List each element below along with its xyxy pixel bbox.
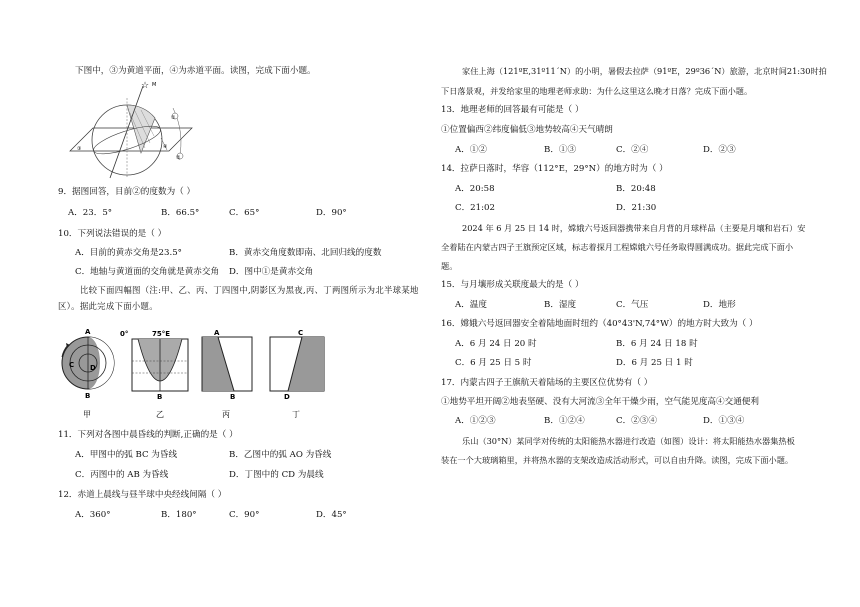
figure-bing [202, 329, 252, 419]
q14-option-a[interactable]: A．20:58 [455, 184, 495, 194]
q11-option-a[interactable]: A．甲图中的弧 BC 为昏线 [75, 450, 178, 460]
q15-option-c[interactable]: C．气压 [616, 300, 649, 310]
intro-text-5b: 装在一个大玻璃箱里，并将热水器的支架改造成活动形式，可以自由升降。读图，完成下面小题。 [441, 455, 794, 465]
q17-option-d[interactable]: D．①③④ [703, 416, 745, 426]
intro-text-3b: 下日落景观，并发给家里的地理老师求助：为什么这里这么晚才日落？完成下面小题。 [441, 86, 753, 96]
intro-text-4a: 2024 年 6 月 25 日 14 时，嫦娥六号返回器携带来自月背的月球样品（主要是月壤和岩石）安 [462, 223, 806, 233]
ding-caption: 丁 [292, 410, 300, 419]
ding-label-C: C [298, 329, 304, 337]
jia-label-D: D [90, 364, 96, 372]
intro-text-1: 下图中，③为黄道平面，④为赤道平面。读图，完成下面小题。 [75, 66, 316, 76]
q9-option-b[interactable]: B．66.5° [161, 208, 200, 218]
q17-option-a[interactable]: A．①②③ [455, 416, 496, 426]
day-night-figures [56, 323, 336, 423]
q17-list: ①地势平坦开阔②地表坚硬、没有大河流③全年干燥少雨，空气能见度高④交通便利 [441, 397, 759, 407]
q15-option-d[interactable]: D．地形 [703, 300, 736, 310]
figure-yi [120, 330, 188, 419]
ding-label-D: D [284, 393, 290, 401]
label-4: ④ [163, 144, 168, 150]
q13-option-a[interactable]: A．①② [455, 145, 487, 155]
q11-option-c[interactable]: C．丙图中的 AB 为昏线 [75, 470, 169, 480]
label-1: ① [171, 115, 176, 121]
celestial-sphere-figure [55, 78, 205, 183]
intro-text-4b: 全着陆在内蒙古四子王旗预定区域，标志着探月工程嫦娥六号任务取得圆满成功。据此完成下面小 [441, 242, 794, 252]
star-glyph: ☆ [141, 81, 150, 91]
q10-option-a[interactable]: A．目前的黄赤交角是23.5° [75, 248, 182, 258]
jia-label-A: A [85, 328, 91, 336]
intro-text-4c: 题。 [441, 261, 458, 271]
q13-list: ①位置偏西②纬度偏低③地势较高④天气晴朗 [441, 125, 613, 135]
q10-stem: 10．下列说法错误的是（ ） [58, 229, 167, 239]
q10-option-d[interactable]: D．图中①是黄赤交角 [229, 267, 314, 277]
q14-option-c[interactable]: C．21:02 [455, 203, 495, 213]
bing-label-A: A [214, 329, 220, 337]
q12-option-b[interactable]: B．180° [161, 510, 197, 520]
q14-option-d[interactable]: D．21:30 [616, 203, 657, 213]
q9-stem: 9．据图回答，目前②的度数为（ ） [58, 187, 196, 197]
figure-ding [270, 329, 324, 419]
yi-label-75E: 75°E [152, 330, 171, 338]
yi-caption: 乙 [156, 410, 164, 419]
yi-label-0: 0° [120, 330, 129, 338]
intro-text-2: 比较下面四幅图（注:甲、乙、丙、丁四图中,阴影区为黑夜,丙、丁两图所示为北半球某地区）。据此完成下面小题。 [58, 285, 419, 311]
q9-option-c[interactable]: C．65° [229, 208, 260, 218]
q9-option-a[interactable]: A．23．5° [68, 208, 113, 218]
yi-label-B: B [157, 393, 163, 401]
q16-option-a[interactable]: A．6 月 24 日 20 时 [455, 339, 537, 349]
q15-stem: 15．与月壤形成关联度最大的是（ ） [441, 280, 584, 290]
q10-option-c[interactable]: C．地轴与黄道面的交角就是黄赤交角 [75, 267, 220, 277]
q16-stem: 16．嫦娥六号返回器安全着陆地面时纽约（40°43'N,74°W）的地方时大致为（ ） [441, 319, 758, 329]
q9-option-d[interactable]: D．90° [316, 208, 347, 218]
label-M: M [152, 82, 157, 88]
q15-option-a[interactable]: A．温度 [455, 300, 487, 310]
label-3: ③ [77, 146, 82, 152]
q17-stem: 17．内蒙古四子王旗航天着陆场的主要区位优势有（ ） [441, 378, 653, 388]
jia-label-C: C [69, 361, 75, 369]
q16-option-d[interactable]: D．6 月 25 日 1 时 [616, 358, 693, 368]
q17-option-c[interactable]: C．②③④ [616, 416, 657, 426]
q17-option-b[interactable]: B．①②④ [544, 416, 585, 426]
label-2: ② [176, 155, 181, 161]
q12-stem: 12．赤道上晨线与昼半球中央经线间隔（ ） [58, 490, 227, 500]
q11-option-b[interactable]: B．乙图中的弧 AO 为昏线 [229, 450, 332, 460]
bing-label-B: B [230, 393, 236, 401]
bing-caption: 丙 [222, 410, 230, 419]
q11-option-d[interactable]: D．丁图中的 CD 为晨线 [229, 470, 324, 480]
figure-jia [62, 328, 114, 419]
q13-option-b[interactable]: B．①③ [544, 145, 577, 155]
q14-stem: 14．拉萨日落时，华容（112°E，29°N）的地方时为（ ） [441, 164, 668, 174]
q13-option-d[interactable]: D．②③ [703, 145, 736, 155]
q16-option-c[interactable]: C．6 月 25 日 5 时 [455, 358, 532, 368]
q15-option-b[interactable]: B．湿度 [544, 300, 577, 310]
q12-option-d[interactable]: D．45° [316, 510, 347, 520]
q16-option-b[interactable]: B．6 月 24 日 18 时 [616, 339, 698, 349]
jia-label-B: B [85, 392, 91, 400]
jia-caption: 甲 [83, 410, 91, 419]
q14-option-b[interactable]: B．20:48 [616, 184, 656, 194]
q10-option-b[interactable]: B．黄赤交角度数即南、北回归线的度数 [229, 248, 382, 258]
intro-text-3a: 家住上海（121ºE,31º11´N）的小明，暑假去拉萨（91ºE，29º36´N）旅游，北京时间21:30时拍 [462, 66, 827, 76]
q12-option-a[interactable]: A．360° [75, 510, 111, 520]
q13-stem: 13．地理老师的回答最有可能是（ ） [441, 105, 584, 115]
q12-option-c[interactable]: C．90° [229, 510, 260, 520]
intro-text-5a: 乐山（30°N）某同学对传统的太阳能热水器进行改造（如图）设计：将太阳能热水器集热板 [462, 436, 795, 446]
q13-option-c[interactable]: C．②④ [616, 145, 649, 155]
q11-stem: 11．下列对各图中晨昏线的判断,正确的是（ ） [58, 430, 238, 440]
